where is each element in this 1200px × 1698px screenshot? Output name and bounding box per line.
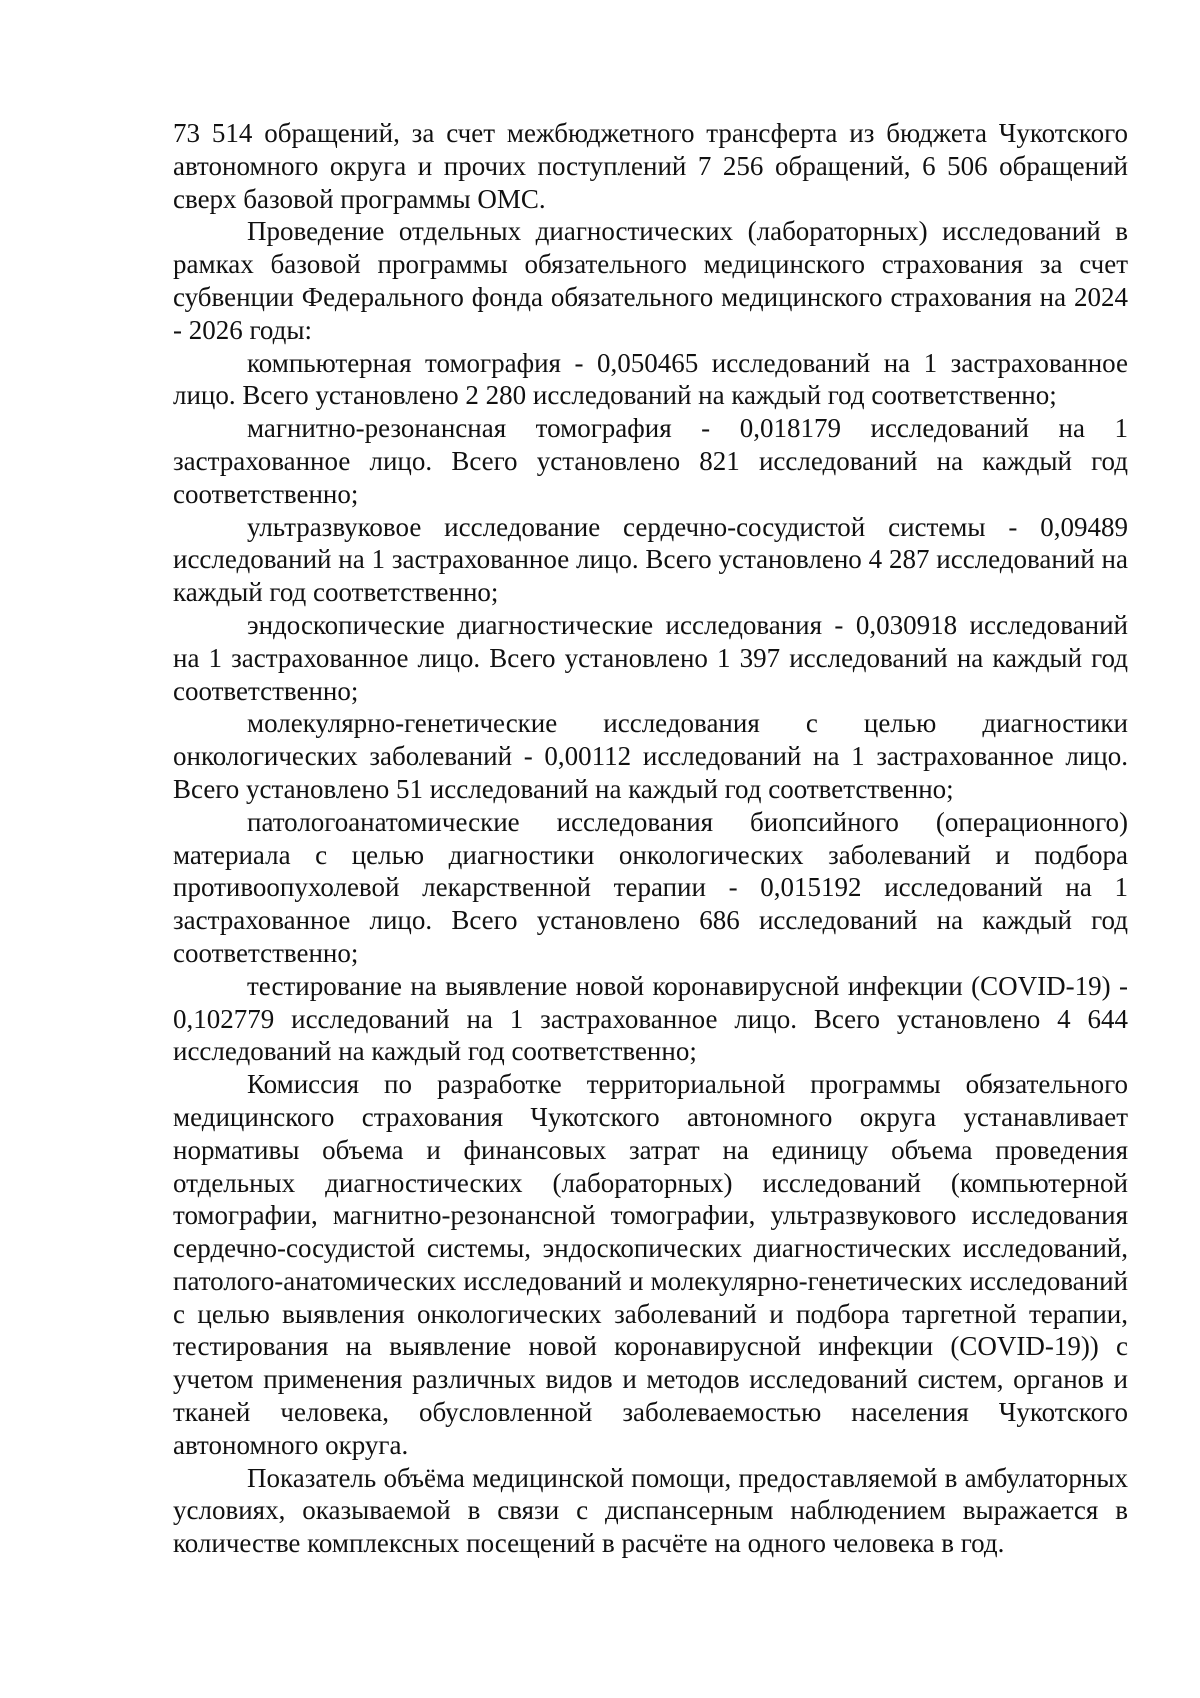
document-body [173, 117, 1128, 1560]
paragraph-commission: Комиссия по разработке территориальной программы обязательного медицинского страхования Чукотского автономного округа устанавливает нормативы объема и финансовых затрат на единицу объема проведения отдельных диагностических (лабораторных) исследований (компьютерной томографии, магнитно-резонансной томографии, ультразвукового исследования сердечно-сосудистой системы, эндоскопических диагностических исследований, патолого-анатомических исследований и молекулярно-генетических исследований с целью выявления онкологических заболеваний и подбора таргетной терапии, тестирования на выявление новой коронавирусной инфекции (COVID-19)) с учетом применения различных видов и методов исследований систем, органов и тканей человека, обусловленной заболеваемостью населения Чукотского автономного округа. [173, 1069, 1128, 1460]
list-item-endoscopy: эндоскопические диагностические исследования - 0,030918 исследований на 1 застрахованное лицо. Всего установлено 1 397 исследований на каждый год соответственно; [173, 609, 1128, 706]
list-item-covid-testing: тестирование на выявление новой коронавирусной инфекции (COVID-19) - 0,102779 исследований на 1 застрахованное лицо. Всего установлено 4 644 исследований на каждый год соответственно; [173, 970, 1128, 1067]
paragraph-indicator: Показатель объёма медицинской помощи, предоставляемой в амбулаторных условиях, оказываемой в связи с диспансерным наблюдением выражается в количестве комплексных посещений в расчёте на одного человека в год. [173, 1462, 1128, 1559]
list-item-ct: компьютерная томография - 0,050465 исследований на 1 застрахованное лицо. Всего установлено 2 280 исследований на каждый год соответственно; [173, 347, 1128, 411]
list-item-molecular-genetic: молекулярно-генетические исследования с целью диагностики онкологических заболеваний - 0,00112 исследований на 1 застрахованное лицо. Всего установлено 51 исследований на каждый год соответственно; [173, 708, 1128, 804]
paragraph-continuation: 73 514 обращений, за счет межбюджетного трансферта из бюджета Чукотского автономного округа и прочих поступлений 7 256 обращений, 6 506 обращений сверх базовой программы ОМС. [173, 118, 1128, 214]
list-item-mri: магнитно-резонансная томография - 0,018179 исследований на 1 застрахованное лицо. Всего установлено 821 исследований на каждый год соответственно; [173, 413, 1128, 509]
list-item-pathology: патологоанатомические исследования биопсийного (операционного) материала с целью диагностики онкологических заболеваний и подбора противоопухолевой лекарственной терапии - 0,015192 исследований на 1 застрахованное лицо. Всего установлено 686 исследований на каждый год соответственно; [173, 806, 1128, 968]
paragraph-diagnostics-intro: Проведение отдельных диагностических (лабораторных) исследований в рамках базовой программы обязательного медицинского страхования за счет субвенции Федерального фонда обязательного медицинского страхования на 2024 - 2026 годы: [173, 216, 1128, 345]
list-item-ultrasound: ультразвуковое исследование сердечно-сосудистой системы - 0,09489 исследований на 1 застрахованное лицо. Всего установлено 4 287 исследований на каждый год соответственно; [173, 511, 1128, 608]
